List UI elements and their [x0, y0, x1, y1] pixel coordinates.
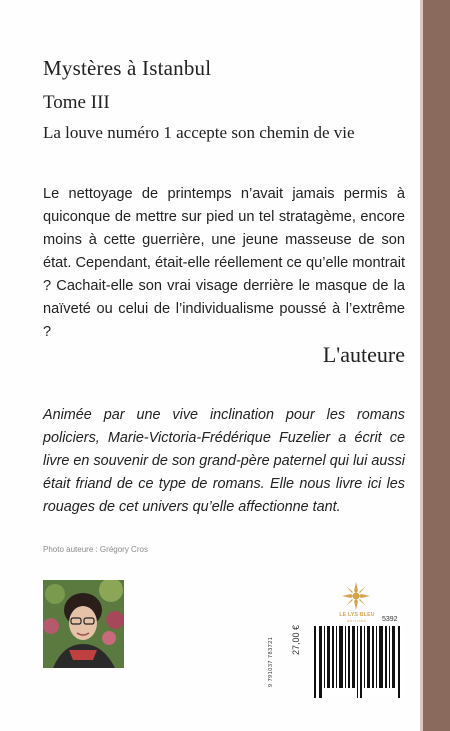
summary-text: [43, 183, 405, 344]
spine-edge: [420, 0, 423, 731]
barcode: [312, 626, 404, 698]
series-title: Mystères à Istanbul: [43, 56, 212, 80]
volume-label: Tome III: [43, 92, 110, 113]
author-bio: Animée par une vive inclination pour les romans policiers, Marie-Victoria-Frédérique Fuzelier a écrit ce livre en souvenir de son grand-père paternel qui lui aussi était friand de ce type de romans. Elle nous livre ici les rouages de cet univers qu’elle affectionne tant.: [43, 407, 405, 515]
publisher-code: 5392: [382, 616, 398, 623]
author-heading: L'auteure: [322, 342, 405, 367]
author-photo: [43, 580, 124, 668]
publisher-subtitle: ÉDITIONS: [347, 619, 367, 623]
publisher-name: LE LYS BLEU: [339, 612, 375, 618]
summary-paragraph: Le nettoyage de printemps n’avait jamais permis à quiconque de mettre sur pied un tel stratagème, encore moins à cette guerrière, une jeune masseuse de son état. Cependant, était-elle réellement ce qu’elle montrait ? Cachait-elle son vrai visage derrière le masque de la naïveté ou celui de l’individualisme poussé à l’extrême ?: [43, 186, 405, 340]
price-label: 27,00 €: [291, 624, 301, 655]
book-subtitle: La louve numéro 1 accepte son chemin de vie: [43, 123, 355, 142]
book-spine: [420, 0, 450, 731]
publisher-logo-icon: [340, 580, 372, 612]
isbn-number: 9 791037 783721: [268, 636, 274, 687]
photo-credit: Photo auteure : Grégory Cros: [43, 545, 148, 554]
